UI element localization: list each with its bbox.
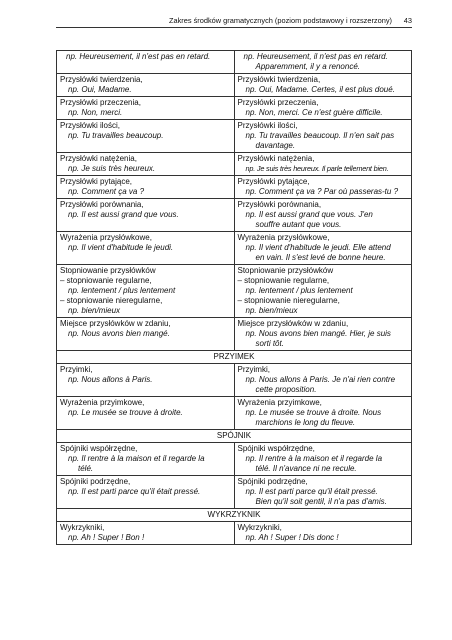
category-label: Spójniki podrzędne,	[237, 477, 308, 486]
example-text: np. Il est parti parce qu'il était pressé.	[68, 487, 201, 496]
example-text: np. Il rentre à la maison et il regarde la	[68, 454, 205, 463]
example-text: souffre autant que vous.	[255, 220, 342, 229]
cell-extended	[234, 318, 412, 351]
example-text: np. Il est parti parce qu'il était pressé.	[245, 487, 378, 496]
section-heading: WYKRZYKNIK	[57, 509, 412, 522]
example-text: np. bien/mieux	[68, 306, 121, 315]
header-rule	[56, 27, 412, 28]
category-label: Przysłówki natężenia,	[237, 154, 315, 163]
table-row	[57, 476, 412, 509]
example-text: télé. Il n'avance ni ne recule.	[255, 464, 357, 473]
example-text: np. Comment ça va ?	[68, 187, 145, 196]
cell-extended	[234, 522, 412, 545]
example-text: np. Ah ! Super ! Dis donc !	[245, 533, 339, 542]
example-text: np. Oui, Madame.	[68, 85, 132, 94]
example-text: Apparemment, il y a renoncé.	[255, 62, 360, 71]
cell-basic	[57, 318, 235, 351]
category-label: Przysłówki ilości,	[60, 121, 121, 130]
table-row	[57, 199, 412, 232]
category-label: Wyrażenia przyimkowe,	[237, 398, 322, 407]
cell-basic	[57, 397, 235, 430]
cell-extended	[234, 443, 412, 476]
category-label: Spójniki współrzędne,	[60, 444, 138, 453]
table-row	[57, 120, 412, 153]
table-row	[57, 51, 412, 74]
table-row	[57, 318, 412, 351]
example-text: np. Heureusement, il n'est pas en retard.	[243, 52, 388, 61]
category-label: Przysłówki przeczenia,	[60, 98, 141, 107]
example-text: marchions le long du fleuve.	[255, 418, 356, 427]
table-row	[57, 364, 412, 397]
cell-basic	[57, 74, 235, 97]
cell-basic	[57, 265, 235, 318]
subcategory-label: – stopniowanie regularne,	[237, 276, 330, 285]
category-label: Stopniowanie przysłówków	[60, 266, 156, 275]
cell-extended	[234, 199, 412, 232]
table-row	[57, 443, 412, 476]
cell-extended	[234, 97, 412, 120]
category-label: Przysłówki twierdzenia,	[237, 75, 321, 84]
example-text: np. Tu travailles beaucoup. Il n'en sait pas	[245, 131, 395, 140]
cell-extended	[234, 120, 412, 153]
example-text: cette proposition.	[255, 385, 317, 394]
example-text: np. Heureusement, il n'est pas en retard.	[66, 52, 211, 61]
example-text: np. lentement / plus lentement	[68, 286, 176, 295]
example-text: np. Je suis très heureux. Il parle tellement bien.	[245, 164, 389, 173]
category-label: Wyrażenia przysłówkowe,	[60, 233, 152, 242]
grammar-table	[56, 50, 412, 545]
example-text: np. Je suis très heureux.	[68, 164, 156, 173]
category-label: Przyimki,	[237, 365, 270, 374]
example-text: np. Le musée se trouve à droite.	[68, 408, 183, 417]
table-row	[57, 522, 412, 545]
cell-basic	[57, 97, 235, 120]
cell-basic	[57, 176, 235, 199]
cell-basic	[57, 120, 235, 153]
cell-extended	[234, 397, 412, 430]
category-label: Przysłówki pytające,	[237, 177, 310, 186]
table-row	[57, 397, 412, 430]
cell-basic	[57, 522, 235, 545]
section-heading-row	[57, 430, 412, 443]
example-text: np. Le musée se trouve à droite. Nous	[245, 408, 382, 417]
example-text: np. Il vient d'habitude le jeudi. Elle attend	[245, 243, 391, 252]
category-label: Miejsce przysłówków w zdaniu,	[60, 319, 171, 328]
example-text: sorti tôt.	[255, 339, 284, 348]
example-text: np. Il est aussi grand que vous. J'en	[245, 210, 373, 219]
table-body	[57, 51, 412, 545]
example-text: np. Il vient d'habitude le jeudi.	[68, 243, 174, 252]
category-label: Wyrażenia przysłówkowe,	[237, 233, 330, 242]
example-text: Bien qu'il soit gentil, il n'a pas d'amis.	[255, 497, 387, 506]
example-text: np. Comment ça va ? Par où passeras-tu ?	[245, 187, 399, 196]
cell-basic	[57, 51, 235, 74]
category-label: Przysłówki przeczenia,	[237, 98, 319, 107]
category-label: Wykrzykniki,	[60, 523, 105, 532]
cell-basic	[57, 443, 235, 476]
table-row	[57, 153, 412, 176]
section-heading-row	[57, 509, 412, 522]
cell-extended	[234, 74, 412, 97]
category-label: Spójniki podrzędne,	[60, 477, 131, 486]
category-label: Wykrzykniki,	[237, 523, 282, 532]
example-text: np. Nous allons à Paris. Je n'ai rien contre	[245, 375, 396, 384]
category-label: Przysłówki porównania,	[237, 200, 322, 209]
example-text: en vain. Il s'est levé de bonne heure.	[255, 253, 386, 262]
example-text: np. Non, merci.	[68, 108, 123, 117]
category-label: Miejsce przysłówków w zdaniu,	[237, 319, 349, 328]
cell-extended	[234, 232, 412, 265]
example-text: np. Nous avons bien mangé.	[68, 329, 170, 338]
category-label: Przysłówki pytające,	[60, 177, 133, 186]
example-text: np. Il rentre à la maison et il regarde la	[245, 454, 383, 463]
category-label: Przyimki,	[60, 365, 93, 374]
subcategory-label: – stopniowanie regularne,	[60, 276, 152, 285]
cell-extended	[234, 176, 412, 199]
category-label: Spójniki współrzędne,	[237, 444, 315, 453]
example-text: np. lentement / plus lentement	[245, 286, 353, 295]
example-text: np. Il est aussi grand que vous.	[68, 210, 179, 219]
example-text: np. bien/mieux	[245, 306, 298, 315]
category-label: Przysłówki natężenia,	[60, 154, 137, 163]
example-text: np. Oui, Madame. Certes, il est plus doué.	[245, 85, 395, 94]
example-text: np. Non, merci. Ce n'est guère difficile.	[245, 108, 383, 117]
table-row	[57, 176, 412, 199]
subcategory-label: – stopniowanie nieregularne,	[237, 296, 340, 305]
example-text: np. Nous allons à Paris.	[68, 375, 153, 384]
table-row	[57, 97, 412, 120]
category-label: Stopniowanie przysłówków	[237, 266, 334, 275]
category-label: Przysłówki ilości,	[237, 121, 298, 130]
cell-basic	[57, 153, 235, 176]
section-heading: SPÓJNIK	[57, 430, 412, 443]
cell-extended	[234, 153, 412, 176]
cell-basic	[57, 232, 235, 265]
example-text: np. Nous avons bien mangé. Hier, je suis	[245, 329, 391, 338]
section-heading-row	[57, 351, 412, 364]
category-label: Przysłówki twierdzenia,	[60, 75, 143, 84]
cell-basic	[57, 476, 235, 509]
example-text: np. Tu travailles beaucoup.	[68, 131, 164, 140]
example-text: davantage.	[255, 141, 296, 150]
category-label: Przysłówki porównania,	[60, 200, 144, 209]
cell-extended	[234, 476, 412, 509]
table-row	[57, 74, 412, 97]
table-row	[57, 232, 412, 265]
cell-extended	[234, 364, 412, 397]
running-title: Zakres środków gramatycznych (poziom podstawowy i rozszerzony)	[168, 16, 392, 25]
section-heading: PRZYIMEK	[57, 351, 412, 364]
example-text: np. Ah ! Super ! Bon !	[68, 533, 145, 542]
page-number: 43	[403, 16, 412, 25]
page-header	[56, 14, 412, 28]
cell-extended	[234, 51, 412, 74]
cell-basic	[57, 199, 235, 232]
cell-extended	[234, 265, 412, 318]
category-label: Wyrażenia przyimkowe,	[60, 398, 145, 407]
cell-basic	[57, 364, 235, 397]
example-text: télé.	[78, 464, 94, 473]
subcategory-label: – stopniowanie nieregularne,	[60, 296, 163, 305]
table-row	[57, 265, 412, 318]
